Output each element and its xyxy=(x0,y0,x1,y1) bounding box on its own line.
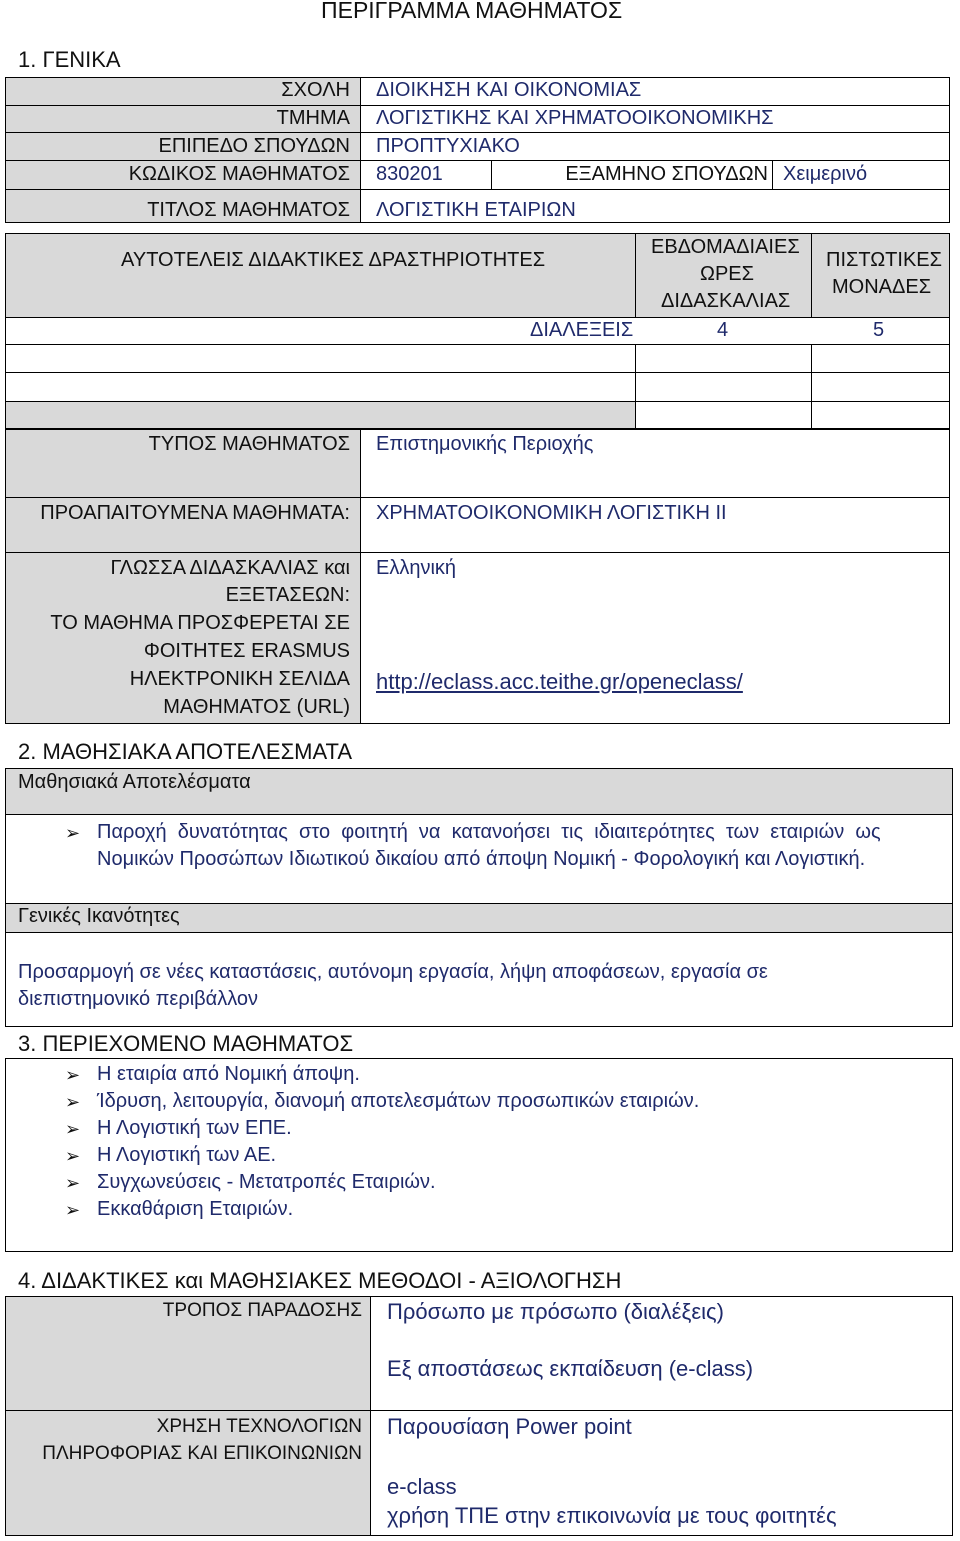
arrow-bullet-icon: ➢ xyxy=(65,1146,81,1166)
course-code-value: 830201 xyxy=(376,163,443,185)
weekly-hours-header-3: ΔΙΔΑΣΚΑΛΙΑΣ xyxy=(661,290,791,312)
course-type-label: ΤΥΠΟΣ ΜΑΘΗΜΑΤΟΣ xyxy=(148,433,350,455)
content-item: Ίδρυση, λειτουργία, διανομή αποτελεσμάτων προσωπικών εταιριών. xyxy=(97,1090,700,1112)
delivery-label: ΤΡΟΠΟΣ ΠΑΡΑΔΟΣΗΣ xyxy=(162,1300,362,1321)
course-type-value: Επιστημονικής Περιοχής xyxy=(376,433,594,455)
content-item: Εκκαθάριση Εταιριών. xyxy=(97,1198,294,1220)
arrow-bullet-icon: ➢ xyxy=(65,1173,81,1193)
school-label: ΣΧΟΛΗ xyxy=(281,79,350,101)
school-value: ΔΙΟΙΚΗΣΗ ΚΑΙ ΟΙΚΟΝΟΜΙΑΣ xyxy=(376,79,642,101)
lectures-label: ΔΙΑΛΕΞΕΙΣ xyxy=(530,319,634,341)
weekly-hours-header-2: ΩΡΕΣ xyxy=(700,263,754,285)
course-title-label: ΤΙΤΛΟΣ ΜΑΘΗΜΑΤΟΣ xyxy=(147,199,350,221)
language-label-1: ΓΛΩΣΣΑ ΔΙΔΑΣΚΑΛΙΑΣ και xyxy=(110,557,350,579)
outcome-line-2: Νομικών Προσώπων Ιδιωτικού δικαίου από άποψη Νομική - Φορολογική και Λογιστική. xyxy=(97,848,866,870)
section-1-heading: 1. ΓΕΝΙΚΑ xyxy=(18,47,121,72)
erasmus-label-2: ΦΟΙΤΗΤΕΣ ERASMUS xyxy=(143,640,350,662)
skills-line-2: διεπιστημονικό περιβάλλον xyxy=(18,988,259,1010)
study-level-value: ΠΡΟΠΤΥΧΙΑΚΟ xyxy=(376,135,520,157)
content-item: Η Λογιστική των ΕΠΕ. xyxy=(97,1117,292,1139)
outcomes-label: Μαθησιακά Αποτελέσματα xyxy=(18,771,251,793)
arrow-bullet-icon: ➢ xyxy=(65,1065,81,1085)
erasmus-label-1: ΤΟ ΜΑΘΗΜΑ ΠΡΟΣΦΕΡΕΤΑΙ ΣΕ xyxy=(50,612,350,634)
ict-item-3: χρήση ΤΠΕ στην επικοινωνία με τους φοιτητές xyxy=(387,1503,837,1528)
arrow-bullet-icon: ➢ xyxy=(65,1119,81,1139)
delivery-method-1: Πρόσωπο με πρόσωπο (διαλέξεις) xyxy=(387,1299,724,1324)
url-label-2: ΜΑΘΗΜΑΤΟΣ (URL) xyxy=(163,696,350,718)
prerequisites-value: ΧΡΗΜΑΤΟΟΙΚΟΝΟΜΙΚΗ ΛΟΓΙΣΤΙΚΗ ΙΙ xyxy=(376,502,727,524)
course-url-link[interactable]: http://eclass.acc.teithe.gr/openeclass/ xyxy=(376,669,743,694)
arrow-bullet-icon: ➢ xyxy=(65,1200,81,1220)
arrow-bullet-icon: ➢ xyxy=(65,823,81,843)
content-item: Η εταιρία από Νομική άποψη. xyxy=(97,1063,360,1085)
outcome-line-1: Παροχή δυνατότητας στο φοιτητή να κατανοήσει τις ιδιαιτερότητες των εταιριών ως xyxy=(97,821,881,843)
section-2-heading: 2. ΜΑΘΗΣΙΑΚΑ ΑΠΟΤΕΛΕΣΜΑΤΑ xyxy=(18,739,353,764)
language-label-2: ΕΞΕΤΑΣΕΩΝ: xyxy=(225,584,350,606)
semester-value: Χειμερινό xyxy=(783,163,868,185)
lectures-hours: 4 xyxy=(717,319,729,341)
lectures-credits: 5 xyxy=(873,319,885,341)
prerequisites-label: ΠΡΟΑΠΑΙΤΟΥΜΕΝΑ ΜΑΘΗΜΑΤΑ: xyxy=(40,502,350,524)
department-label: ΤΜΗΜΑ xyxy=(276,107,350,129)
department-value: ΛΟΓΙΣΤΙΚΗΣ ΚΑΙ ΧΡΗΜΑΤΟΟΙΚΟΝΟΜΙΚΗΣ xyxy=(376,107,774,129)
section-4-heading: 4. ΔΙΔΑΚΤΙΚΕΣ και ΜΑΘΗΣΙΑΚΕΣ ΜΕΘΟΔΟΙ - ΑΞΙΟΛΟΓΗΣΗ xyxy=(18,1268,622,1293)
credits-header-2: ΜΟΝΑΔΕΣ xyxy=(832,276,932,298)
course-title-value: ΛΟΓΙΣΤΙΚΗ ΕΤΑΙΡΙΩΝ xyxy=(376,199,576,221)
skills-label: Γενικές Ικανότητες xyxy=(18,905,180,927)
section-3-heading: 3. ΠΕΡΙΕΧΟΜΕΝΟ ΜΑΘΗΜΑΤΟΣ xyxy=(18,1031,354,1056)
ict-item-2: e-class xyxy=(387,1474,457,1499)
delivery-method-2: Εξ αποστάσεως εκπαίδευση (e-class) xyxy=(387,1356,754,1381)
language-value: Ελληνική xyxy=(376,557,457,579)
ict-label-2: ΠΛΗΡΟΦΟΡΙΑΣ ΚΑΙ ΕΠΙΚΟΙΝΩΝΙΩΝ xyxy=(42,1443,362,1464)
credits-header-1: ΠΙΣΤΩΤΙΚΕΣ xyxy=(826,249,942,271)
content-item: Η Λογιστική των ΑΕ. xyxy=(97,1144,277,1166)
page-title: ΠΕΡΙΓΡΑΜΜΑ ΜΑΘΗΜΑΤΟΣ xyxy=(321,0,623,23)
study-level-label: ΕΠΙΠΕΔΟ ΣΠΟΥΔΩΝ xyxy=(158,135,350,157)
url-label-1: ΗΛΕΚΤΡΟΝΙΚΗ ΣΕΛΙΔΑ xyxy=(129,668,350,690)
skills-line-1: Προσαρμογή σε νέες καταστάσεις, αυτόνομη εργασία, λήψη αποφάσεων, εργασία σε xyxy=(18,961,768,983)
semester-label: ΕΞΑΜΗΝΟ ΣΠΟΥΔΩΝ xyxy=(565,163,768,185)
weekly-hours-header-1: ΕΒΔΟΜΑΔΙΑΙΕΣ xyxy=(651,236,800,258)
content-item: Συγχωνεύσεις - Μετατροπές Εταιριών. xyxy=(97,1171,436,1193)
ict-label-1: ΧΡΗΣΗ ΤΕΧΝΟΛΟΓΙΩΝ xyxy=(156,1416,362,1437)
activities-label: ΑΥΤΟΤΕΛΕΙΣ ΔΙΔΑΚΤΙΚΕΣ ΔΡΑΣΤΗΡΙΟΤΗΤΕΣ xyxy=(121,249,546,271)
ict-item-1: Παρουσίαση Power point xyxy=(387,1414,632,1439)
course-code-label: ΚΩΔΙΚΟΣ ΜΑΘΗΜΑΤΟΣ xyxy=(128,163,350,185)
arrow-bullet-icon: ➢ xyxy=(65,1092,81,1112)
